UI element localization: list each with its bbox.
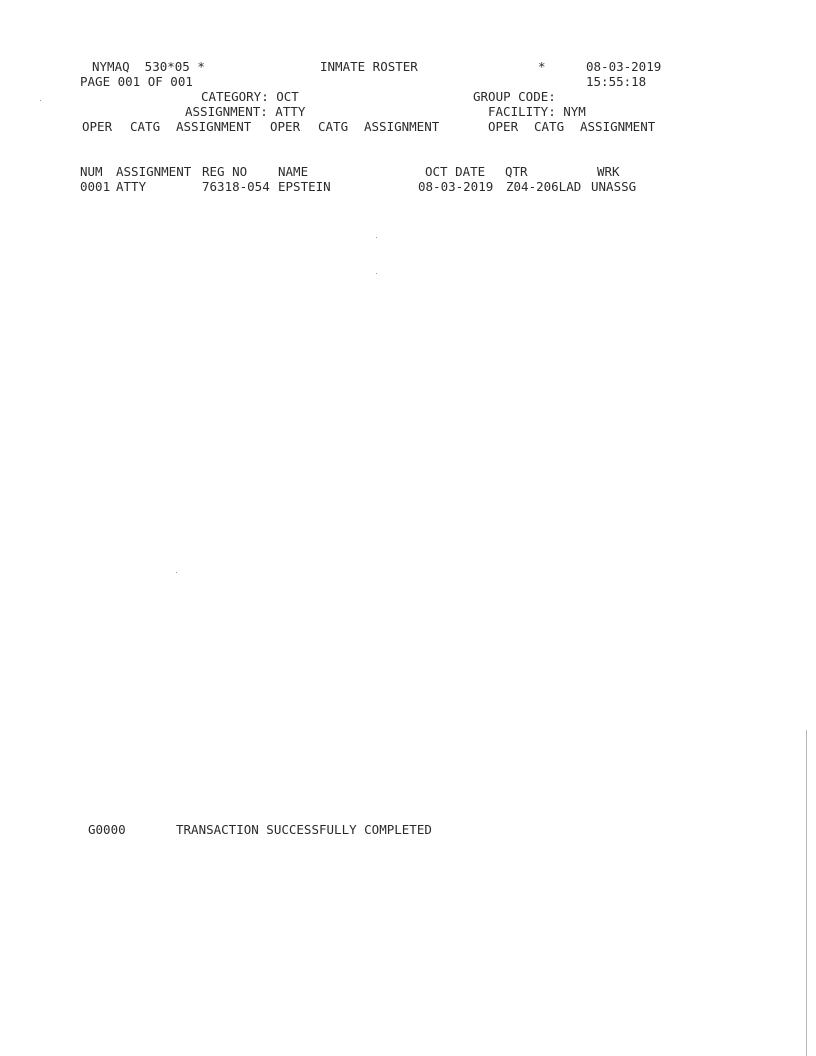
scan-speck: [176, 572, 177, 573]
cell-name: EPSTEIN: [278, 179, 331, 194]
filter-oper-1: OPER: [82, 119, 113, 134]
filter-assignment-1: ASSIGNMENT: [176, 119, 252, 134]
cell-reg-no: 76318-054: [202, 179, 270, 194]
col-header-name: NAME: [278, 164, 309, 179]
filter-oper-2: OPER: [270, 119, 301, 134]
status-code: G0000: [88, 822, 126, 837]
scan-speck: [40, 100, 41, 101]
col-header-qtr: QTR: [505, 164, 528, 179]
col-header-num: NUM: [80, 164, 103, 179]
report-time: 15:55:18: [586, 74, 647, 89]
cell-assignment: ATTY: [116, 179, 147, 194]
filter-assignment-3: ASSIGNMENT: [580, 119, 656, 134]
report-title: INMATE ROSTER: [320, 59, 418, 74]
cell-num: 0001: [80, 179, 111, 194]
header-star: *: [538, 59, 546, 74]
filter-assignment-2: ASSIGNMENT: [364, 119, 440, 134]
filter-catg-2: CATG: [318, 119, 349, 134]
facility-field: FACILITY: NYM: [488, 104, 586, 119]
group-code-field: GROUP CODE:: [473, 89, 556, 104]
col-header-assignment: ASSIGNMENT: [116, 164, 192, 179]
report-date: 08-03-2019: [586, 59, 662, 74]
col-header-reg-no: REG NO: [202, 164, 248, 179]
scan-speck: [376, 273, 377, 274]
page-indicator: PAGE 001 OF 001: [80, 74, 193, 89]
col-header-oct-date: OCT DATE: [425, 164, 486, 179]
cell-wrk: UNASSG: [591, 179, 637, 194]
system-id: NYMAQ 530*05 *: [92, 59, 205, 74]
cell-oct-date: 08-03-2019: [418, 179, 494, 194]
filter-oper-3: OPER: [488, 119, 519, 134]
filter-catg-1: CATG: [130, 119, 161, 134]
status-message: TRANSACTION SUCCESSFULLY COMPLETED: [176, 822, 432, 837]
col-header-wrk: WRK: [597, 164, 620, 179]
cell-qtr: Z04-206LAD: [506, 179, 582, 194]
category-field: CATEGORY: OCT: [201, 89, 299, 104]
scan-edge-line: [806, 730, 807, 1056]
filter-catg-3: CATG: [534, 119, 565, 134]
assignment-field: ASSIGNMENT: ATTY: [185, 104, 306, 119]
scan-speck: [376, 237, 377, 238]
